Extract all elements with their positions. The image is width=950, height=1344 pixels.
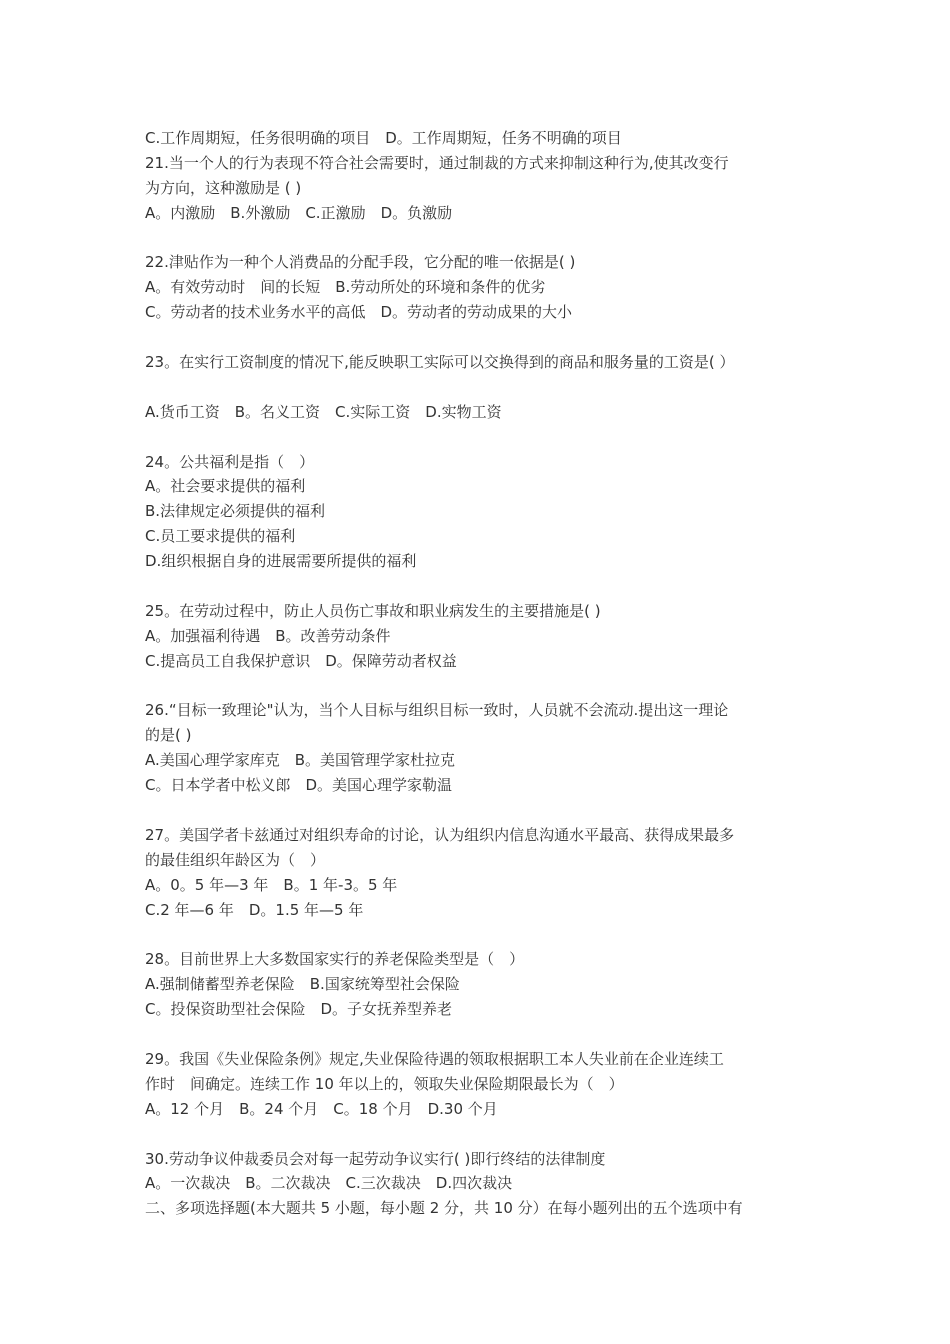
question-28-line-1: 28。目前世界上大多数国家实行的养老保险类型是（ ） [145,950,525,969]
document-page [145,126,815,1221]
question-25-options-cd: C.提高员工自我保护意识 D。保障劳动者权益 [145,651,457,670]
blank-line [145,1122,815,1147]
blank-line [145,226,815,251]
blank-line [145,425,815,450]
question-24-option-c: C.员工要求提供的福利 [145,527,296,546]
question-27-line-2: 的最佳组织年龄区为（ ） [145,850,326,869]
blank-line [145,574,815,599]
question-27-options-ab: A。0。5 年—3 年 B。1 年-3。5 年 [145,875,398,894]
question-23-options: A.货币工资 B。名义工资 C.实际工资 D.实物工资 [145,402,502,421]
question-29-line-1: 29。我国《失业保险条例》规定,失业保险待遇的领取根据职工本人失业前在企业连续工 [145,1049,724,1068]
question-21-options: A。内激励 B.外激励 C.正激励 D。负激励 [145,203,453,222]
question-22-options-cd: C。劳动者的技术业务水平的高低 D。劳动者的劳动成果的大小 [145,303,573,322]
question-24-line-1: 24。公共福利是指（ ） [145,452,315,471]
question-29-options: A。12 个月 B。24 个月 C。18 个月 D.30 个月 [145,1099,498,1118]
section-2-heading: 二、多项选择题(本大题共 5 小题，每小题 2 分，共 10 分）在每小题列出的五个选项中有 [145,1199,743,1218]
question-25-options-ab: A。加强福利待遇 B。改善劳动条件 [145,626,391,645]
question-26-line-2: 的是( ) [145,726,192,745]
question-21-line-2: 为方向，这种激励是 ( ) [145,178,302,197]
question-27-line-1: 27。美国学者卡兹通过对组织寿命的讨论，认为组织内信息沟通水平最高、获得成果最多 [145,825,735,844]
question-29-line-2: 作时 间确定。连续工作 10 年以上的，领取失业保险期限最长为（ ） [145,1074,624,1093]
question-24-option-d: D.组织根据自身的进展需要所提供的福利 [145,552,417,571]
question-25-line-1: 25。在劳动过程中，防止人员伤亡事故和职业病发生的主要措施是( ) [145,601,601,620]
text-line: C.工作周期短，任务很明确的项目 D。工作周期短，任务不明确的项目 [145,129,622,147]
question-24-option-b: B.法律规定必须提供的福利 [145,502,326,521]
question-28-options-ab: A.强制储蓄型养老保险 B.国家统筹型社会保险 [145,975,460,994]
question-22-line-1: 22.津贴作为一种个人消费品的分配手段，它分配的唯一依据是( ) [145,253,576,272]
question-23-line-1: 23。在实行工资制度的情况下,能反映职工实际可以交换得到的商品和服务量的工资是( ） [145,353,735,372]
question-28-options-cd: C。投保资助型社会保险 D。子女抚养型养老 [145,1000,453,1019]
question-26-options-ab: A.美国心理学家库克 B。美国管理学家杜拉克 [145,751,456,770]
question-24-option-a: A。社会要求提供的福利 [145,477,306,496]
question-26-line-1: 26.“目标一致理论"认为，当个人目标与组织目标一致时，人员就不会流动.提出这一理论 [145,701,729,720]
blank-line [145,375,815,400]
blank-line [145,798,815,823]
question-30-options: A。一次裁决 B。二次裁决 C.三次裁决 D.四次裁决 [145,1174,513,1193]
question-27-options-cd: C.2 年—6 年 D。1.5 年—5 年 [145,900,364,919]
blank-line [145,674,815,699]
question-30-line-1: 30.劳动争议仲裁委员会对每一起劳动争议实行( )即行终结的法律制度 [145,1149,606,1168]
blank-line [145,923,815,948]
question-21-line-1: 21.当一个人的行为表现不符合社会需要时，通过制裁的方式来抑制这种行为,使其改变行 [145,153,729,172]
question-26-options-cd: C。日本学者中松义郎 D。美国心理学家勒温 [145,776,453,795]
question-22-options-ab: A。有效劳动时 间的长短 B.劳动所处的环境和条件的优劣 [145,278,546,297]
blank-line [145,1022,815,1047]
blank-line [145,325,815,350]
